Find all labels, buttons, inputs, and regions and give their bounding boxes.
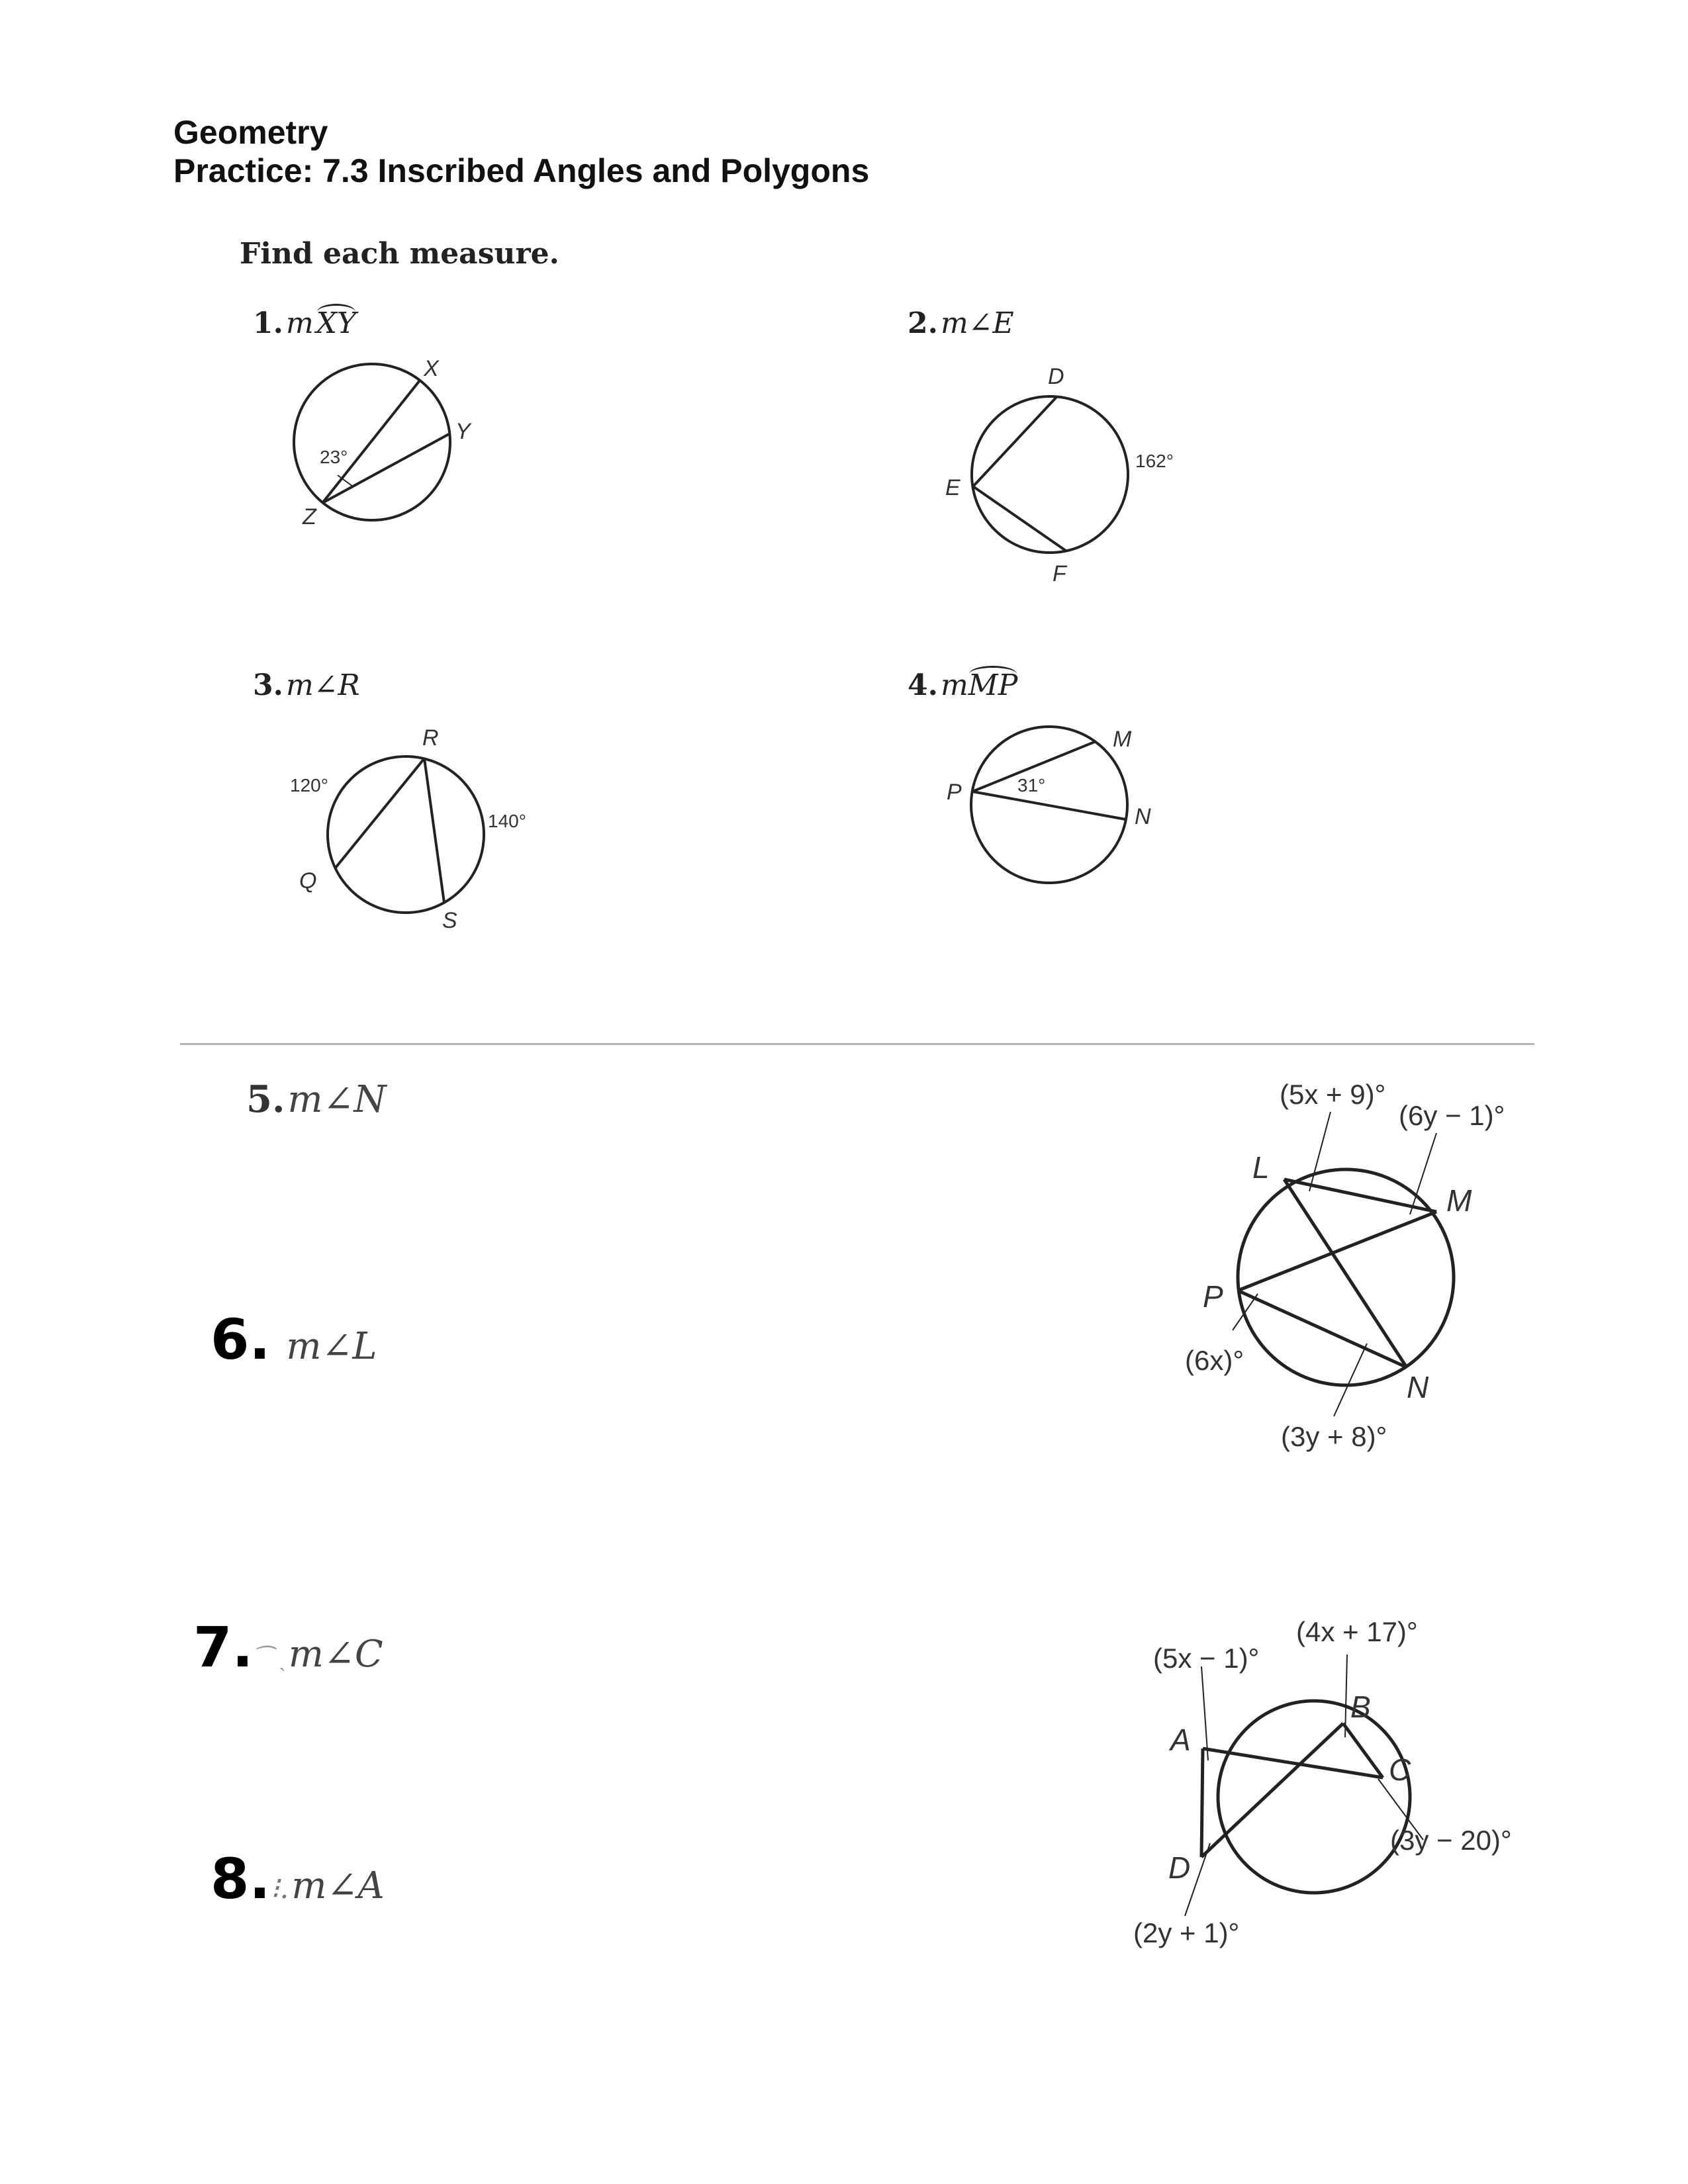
problem-2-number: 2. [908,306,938,340]
figure-5-6-label-l: L [1252,1150,1270,1185]
angle-p-expression: (6x)° [1185,1345,1244,1376]
problem-4-prefix: m [940,668,968,702]
problem-8-number: 8. [211,1846,271,1911]
figure-5-6-label-n: N [1407,1370,1429,1404]
problem-7-expression: m∠C [288,1633,383,1676]
figure-7-8-circle [1218,1701,1410,1893]
problem-8-marks: ⁝. [270,1872,289,1905]
problem-3-number: 3. [253,668,283,702]
problem-4-label-n: N [1135,804,1151,829]
chord-bc [1343,1723,1383,1778]
problem-4-number: 4. [908,668,938,702]
instructions: Find each measure. [240,237,559,271]
problem-1-number: 1. [253,306,283,340]
problem-4-label-p: P [947,780,962,805]
chord-ac [1203,1749,1383,1778]
angle-m-expression: (6y − 1)° [1399,1100,1505,1131]
problem-1-prefix: m [285,306,314,340]
problem-6-expression: m∠L [286,1325,377,1368]
angle-c-expression: (3y − 20)° [1390,1825,1512,1856]
problem-6-number: 6. [211,1307,271,1372]
problem-7-marks: ⁀ ˎ [253,1646,286,1672]
course-title: Geometry [173,114,328,151]
chord-ad [1201,1749,1203,1857]
problem-1-label-x: X [424,356,439,381]
problem-5-expression: m∠N [287,1078,387,1121]
problem-4-label-m: M [1113,727,1132,752]
problem-1-label-y: Y [455,419,471,444]
problem-1-angle-value: 23° [320,447,348,467]
figure-7-8-label-c: C [1389,1752,1411,1787]
figure-7-8-label-a: A [1170,1723,1191,1757]
figure-5-6-label-p: P [1203,1279,1223,1314]
angle-d-expression: (2y + 1)° [1133,1917,1240,1948]
problem-3-arc-left: 120° [290,775,328,796]
problem-3-label-r: R [422,725,439,751]
problem-3-label-s: S [442,908,457,933]
problem-4-arc-name: MP [968,668,1018,702]
angle-a-expression: (5x − 1)° [1153,1643,1260,1674]
problem-7-number: 7. [193,1615,254,1680]
problem-1-arc-name: XY [316,306,357,340]
problem-2-arc-value: 162° [1135,451,1174,471]
problem-3-expression: m∠R [285,668,360,702]
problem-2-label-e: E [945,475,961,500]
problem-3-arc-right: 140° [488,811,526,831]
pointer-a [1201,1666,1208,1760]
worksheet-title: Practice: 7.3 Inscribed Angles and Polygons [173,152,870,189]
figure-5-6-label-m: M [1446,1183,1472,1218]
angle-b-expression: (4x + 17)° [1296,1616,1418,1647]
problem-5-number: 5. [246,1077,285,1121]
problem-2-expression: m∠E [940,306,1014,340]
angle-n-expression: (3y + 8)° [1281,1421,1387,1452]
problem-2-label-d: D [1048,364,1064,389]
figure-7-8-label-d: D [1168,1850,1191,1885]
problem-4-angle-value: 31° [1017,775,1046,796]
problem-8-expression: m∠A [291,1864,385,1907]
problem-2-label-f: F [1053,561,1066,586]
problem-3-label-q: Q [299,868,317,893]
problem-1-label-z: Z [303,504,316,529]
angle-l-expression: (5x + 9)° [1280,1079,1386,1110]
chord-db [1201,1723,1343,1857]
figure-7-8-label-b: B [1350,1690,1371,1724]
